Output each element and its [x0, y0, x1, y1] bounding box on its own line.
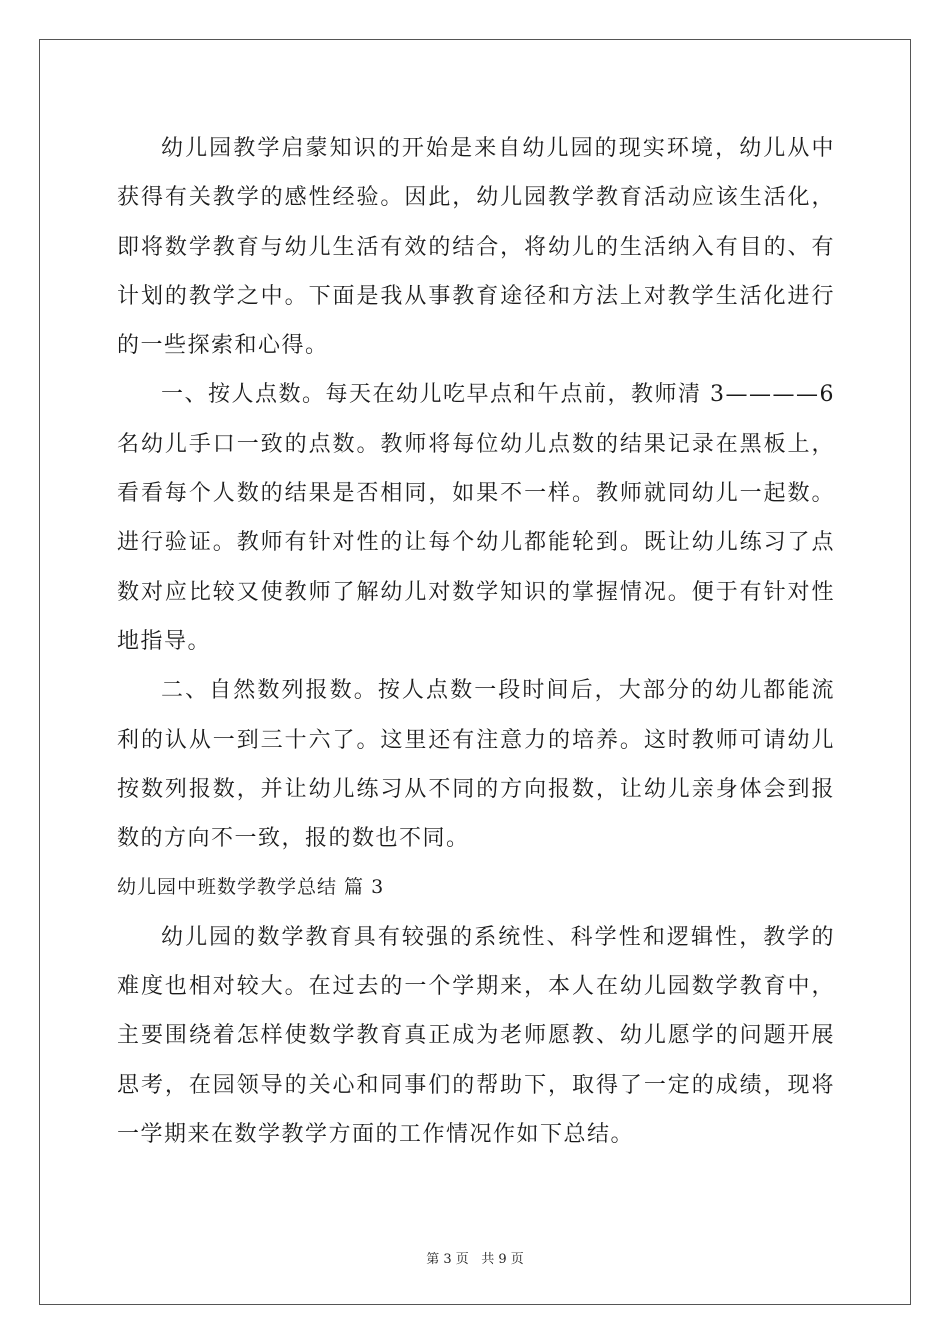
current-page-number: 第 3 页 — [426, 1252, 469, 1267]
document-body — [117, 124, 835, 1159]
paragraph-point-two: 二、自然数列报数。按人点数一段时间后，大部分的幼儿都能流利的认从一到三十六了。这里还有注意力的培养。这时教师可请幼儿按数列报数，并让幼儿练习从不同的方向报数，让幼儿亲身体会到报数的方向不一致，报的数也不同。 — [117, 678, 835, 852]
paragraph-point-one: 一、按人点数。每天在幼儿吃早点和午点前，教师清 3————6 名幼儿手口一致的点数。教师将每位幼儿点数的结果记录在黑板上，看看每个人数的结果是否相同，如果不一样。教师就同幼儿一起数。进行验证。教师有针对性的让每个幼儿都能轮到。既让幼儿练习了点数对应比较又使教师了解幼儿对数学知识的掌握情况。便于有针对性地指导。 — [117, 382, 835, 654]
section-title: 幼儿园中班数学教学总结 篇 3 — [117, 876, 385, 899]
page-footer — [0, 1248, 950, 1267]
total-page-count: 共 9 页 — [481, 1252, 524, 1267]
paragraph-intro: 幼儿园教学启蒙知识的开始是来自幼儿园的现实环境，幼儿从中获得有关教学的感性经验。因此，幼儿园教学教育活动应该生活化，即将数学教育与幼儿生活有效的结合，将幼儿的生活纳入有目的、有计划的教学之中。下面是我从事教育途径和方法上对教学生活化进行的一些探索和心得。 — [117, 136, 835, 359]
paragraph-section-intro: 幼儿园的数学教育具有较强的系统性、科学性和逻辑性，教学的难度也相对较大。在过去的一个学期来，本人在幼儿园数学教育中，主要围绕着怎样使数学教育真正成为老师愿教、幼儿愿学的问题开展思考，在园领导的关心和同事们的帮助下，取得了一定的成绩，现将一学期来在数学教学方面的工作情况作如下总结。 — [117, 924, 835, 1147]
